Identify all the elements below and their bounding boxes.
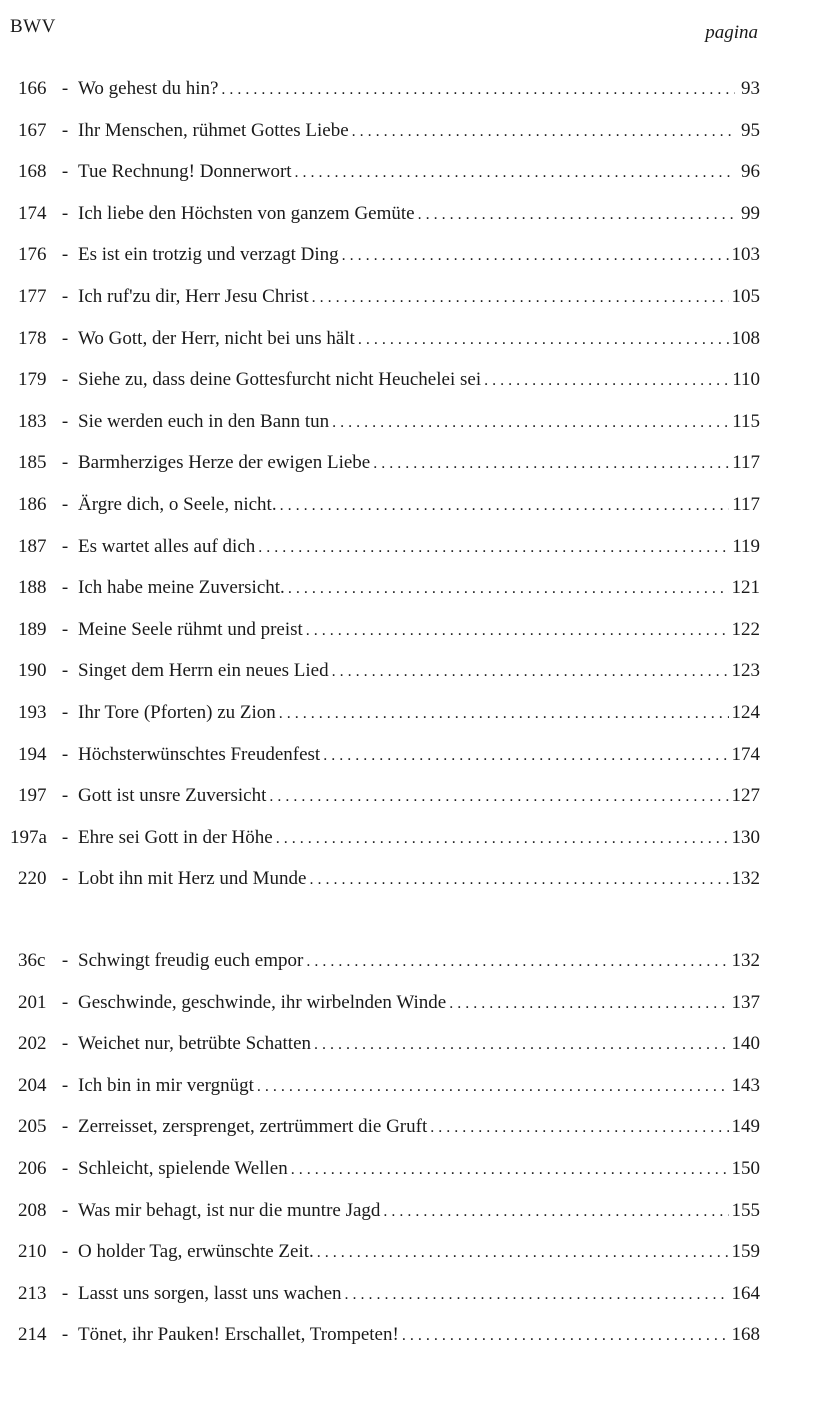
toc-entry xyxy=(8,827,760,869)
separator-dash: - xyxy=(61,868,69,890)
entry-title: Lasst uns sorgen, lasst uns wachen xyxy=(78,1282,342,1304)
bwv-number: 179 xyxy=(18,369,47,391)
page-number: 93 xyxy=(741,78,760,99)
separator-dash: - xyxy=(61,991,69,1013)
entry-title: Ich liebe den Höchsten von ganzem Gemüte xyxy=(78,202,415,224)
bwv-number: 190 xyxy=(18,660,47,682)
entry-title: Es ist ein trotzig und verzagt Ding xyxy=(78,244,339,266)
page-number: 155 xyxy=(731,1199,760,1221)
bwv-number: 189 xyxy=(18,618,47,640)
page-number: 122 xyxy=(731,618,760,640)
entry-title: Höchsterwünschtes Freudenfest xyxy=(78,743,321,765)
toc-entry xyxy=(8,660,760,702)
dot-leader xyxy=(279,705,729,723)
dot-leader xyxy=(449,995,728,1013)
entry-title: Ich ruf'zu dir, Herr Jesu Christ xyxy=(78,285,309,307)
entry-title: Weichet nur, betrübte Schatten xyxy=(78,1033,312,1055)
entry-title: Gott ist unsre Zuversicht xyxy=(78,785,267,807)
toc-entry xyxy=(8,411,760,453)
separator-dash: - xyxy=(61,1157,69,1179)
dot-leader xyxy=(317,1244,729,1262)
page-number: 117 xyxy=(732,493,760,515)
page-number: 174 xyxy=(731,743,760,765)
bwv-number: 186 xyxy=(18,493,47,515)
toc-entry xyxy=(8,452,760,494)
dot-leader xyxy=(280,497,730,515)
entry-title: Ihr Menschen, rühmet Gottes Liebe xyxy=(78,119,349,141)
page-number: 168 xyxy=(731,1324,760,1346)
entry-title: Sie werden euch in den Bann tun xyxy=(78,410,330,432)
bwv-number: 193 xyxy=(18,701,47,723)
entry-title: Siehe zu, dass deine Gottesfurcht nicht Heuchelei sei xyxy=(78,369,482,391)
toc-entry xyxy=(8,1158,760,1200)
dot-leader xyxy=(310,871,729,889)
page-number: 149 xyxy=(731,1116,760,1138)
separator-dash: - xyxy=(61,119,69,141)
toc-entry xyxy=(8,1075,760,1117)
toc-entry xyxy=(8,494,760,536)
toc-section-cantatas xyxy=(8,78,760,910)
dot-leader xyxy=(306,622,729,640)
entry-title: O holder Tag, erwünschte Zeit. xyxy=(78,1241,314,1263)
toc-entry xyxy=(8,785,760,827)
page-number: 132 xyxy=(731,868,760,890)
page-number: 121 xyxy=(731,577,760,599)
bwv-number: 178 xyxy=(18,327,47,349)
entry-title: Ich bin in mir vergnügt xyxy=(78,1074,254,1096)
bwv-number: 183 xyxy=(18,410,47,432)
entry-title: Wo Gott, der Herr, nicht bei uns hält xyxy=(78,327,355,349)
dot-leader xyxy=(342,247,729,265)
dot-leader xyxy=(358,331,729,349)
toc-entry xyxy=(8,1116,760,1158)
bwv-number: 210 xyxy=(18,1241,47,1263)
column-header-pagina: pagina xyxy=(705,22,758,43)
separator-dash: - xyxy=(61,285,69,307)
toc-entry xyxy=(8,950,760,992)
bwv-number: 202 xyxy=(18,1033,47,1055)
page-number: 127 xyxy=(731,785,760,807)
dot-leader xyxy=(402,1327,729,1345)
dot-leader xyxy=(332,414,729,432)
bwv-number: 204 xyxy=(18,1074,47,1096)
separator-dash: - xyxy=(61,327,69,349)
toc-entry xyxy=(8,868,760,910)
entry-title: Ich habe meine Zuversicht. xyxy=(78,577,285,599)
entry-title: Wo gehest du hin? xyxy=(78,78,219,99)
page-number: 119 xyxy=(732,535,760,557)
toc-entry xyxy=(8,1324,760,1366)
page-number: 140 xyxy=(731,1033,760,1055)
separator-dash: - xyxy=(61,535,69,557)
entry-title: Schwingt freudig euch empor xyxy=(78,950,304,971)
toc-entry xyxy=(8,1283,760,1325)
separator-dash: - xyxy=(61,410,69,432)
separator-dash: - xyxy=(61,701,69,723)
separator-dash: - xyxy=(61,452,69,474)
separator-dash: - xyxy=(61,1241,69,1263)
entry-title: Lobt ihn mit Herz und Munde xyxy=(78,868,307,890)
separator-dash: - xyxy=(61,826,69,848)
toc-entry xyxy=(8,1241,760,1283)
bwv-number: 177 xyxy=(18,285,47,307)
dot-leader xyxy=(345,1286,729,1304)
bwv-number: 167 xyxy=(18,119,47,141)
separator-dash: - xyxy=(61,202,69,224)
entry-title: Geschwinde, geschwinde, ihr wirbelnden Winde xyxy=(78,991,447,1013)
page-number: 130 xyxy=(731,826,760,848)
entry-title: Meine Seele rühmt und preist xyxy=(78,618,303,640)
dot-leader xyxy=(291,1161,729,1179)
separator-dash: - xyxy=(61,1074,69,1096)
toc-entry xyxy=(8,369,760,411)
bwv-number: 168 xyxy=(18,161,47,183)
dot-leader xyxy=(383,1203,728,1221)
dot-leader xyxy=(306,953,728,971)
dot-leader xyxy=(314,1036,728,1054)
page-number: 95 xyxy=(741,119,760,141)
separator-dash: - xyxy=(61,244,69,266)
page-number: 150 xyxy=(731,1157,760,1179)
toc-entry xyxy=(8,161,760,203)
page-number: 123 xyxy=(731,660,760,682)
page-number: 110 xyxy=(732,369,760,391)
toc-entry xyxy=(8,78,760,120)
separator-dash: - xyxy=(61,493,69,515)
toc-entry xyxy=(8,1200,760,1242)
toc-entry xyxy=(8,992,760,1034)
dot-leader xyxy=(430,1119,728,1137)
page-number: 105 xyxy=(731,285,760,307)
entry-title: Zerreisset, zersprenget, zertrümmert die Gruft xyxy=(78,1116,428,1138)
entry-title: Schleicht, spielende Wellen xyxy=(78,1157,288,1179)
bwv-number: 166 xyxy=(18,78,47,99)
toc-entry xyxy=(8,744,760,786)
toc-entry xyxy=(8,1033,760,1075)
entry-title: Was mir behagt, ist nur die muntre Jagd xyxy=(78,1199,381,1221)
bwv-number: 208 xyxy=(18,1199,47,1221)
dot-leader xyxy=(484,372,729,390)
page-number: 115 xyxy=(732,410,760,432)
toc-entry xyxy=(8,702,760,744)
dot-leader xyxy=(332,663,729,681)
dot-leader xyxy=(269,788,728,806)
dot-leader xyxy=(276,830,729,848)
separator-dash: - xyxy=(61,78,69,99)
dot-leader xyxy=(312,289,729,307)
page-number: 124 xyxy=(731,701,760,723)
separator-dash: - xyxy=(61,1033,69,1055)
separator-dash: - xyxy=(61,1324,69,1346)
bwv-number: 205 xyxy=(18,1116,47,1138)
entry-title: Ärgre dich, o Seele, nicht. xyxy=(78,493,277,515)
bwv-number: 174 xyxy=(18,202,47,224)
toc-entry xyxy=(8,577,760,619)
separator-dash: - xyxy=(61,618,69,640)
entry-title: Es wartet alles auf dich xyxy=(78,535,256,557)
bwv-number: 194 xyxy=(18,743,47,765)
column-header-bwv: BWV xyxy=(10,16,56,37)
separator-dash: - xyxy=(61,1199,69,1221)
separator-dash: - xyxy=(61,743,69,765)
page-number: 143 xyxy=(731,1074,760,1096)
page-number: 108 xyxy=(731,327,760,349)
entry-title: Tue Rechnung! Donnerwort xyxy=(78,161,292,183)
bwv-number: 176 xyxy=(18,244,47,266)
dot-leader xyxy=(221,81,735,99)
page-number: 103 xyxy=(731,244,760,266)
dot-leader xyxy=(352,123,735,141)
toc-entry xyxy=(8,536,760,578)
toc-section-secular-cantatas xyxy=(8,950,760,1366)
bwv-number: 214 xyxy=(18,1324,47,1346)
bwv-number: 197a xyxy=(10,826,47,848)
toc-entry xyxy=(8,619,760,661)
page-number: 159 xyxy=(731,1241,760,1263)
dot-leader xyxy=(288,580,729,598)
entry-title: Ihr Tore (Pforten) zu Zion xyxy=(78,701,276,723)
separator-dash: - xyxy=(61,1116,69,1138)
dot-leader xyxy=(418,206,735,224)
bwv-number: 188 xyxy=(18,577,47,599)
dot-leader xyxy=(258,539,729,557)
bwv-number: 197 xyxy=(18,785,47,807)
toc-entry xyxy=(8,244,760,286)
separator-dash: - xyxy=(61,785,69,807)
page-number: 117 xyxy=(732,452,760,474)
page-number: 132 xyxy=(731,950,760,971)
bwv-number: 201 xyxy=(18,991,47,1013)
bwv-number: 185 xyxy=(18,452,47,474)
toc-entry xyxy=(8,120,760,162)
entry-title: Barmherziges Herze der ewigen Liebe xyxy=(78,452,371,474)
entry-title: Ehre sei Gott in der Höhe xyxy=(78,826,273,848)
page-number: 164 xyxy=(731,1282,760,1304)
separator-dash: - xyxy=(61,161,69,183)
toc-entry xyxy=(8,286,760,328)
toc-entry xyxy=(8,203,760,245)
separator-dash: - xyxy=(61,950,69,971)
bwv-number: 213 xyxy=(18,1282,47,1304)
separator-dash: - xyxy=(61,1282,69,1304)
entry-title: Singet dem Herrn ein neues Lied xyxy=(78,660,329,682)
page-number: 99 xyxy=(741,202,760,224)
bwv-number: 36c xyxy=(18,950,46,971)
dot-leader xyxy=(373,455,729,473)
separator-dash: - xyxy=(61,577,69,599)
page-number: 96 xyxy=(741,161,760,183)
entry-title: Tönet, ihr Pauken! Erschallet, Trompeten! xyxy=(78,1324,399,1346)
separator-dash: - xyxy=(61,660,69,682)
bwv-number: 220 xyxy=(18,868,47,890)
bwv-number: 206 xyxy=(18,1157,47,1179)
bwv-number: 187 xyxy=(18,535,47,557)
dot-leader xyxy=(295,164,735,182)
dot-leader xyxy=(323,747,728,765)
dot-leader xyxy=(257,1078,729,1096)
page-number: 137 xyxy=(731,991,760,1013)
toc-entry xyxy=(8,328,760,370)
separator-dash: - xyxy=(61,369,69,391)
